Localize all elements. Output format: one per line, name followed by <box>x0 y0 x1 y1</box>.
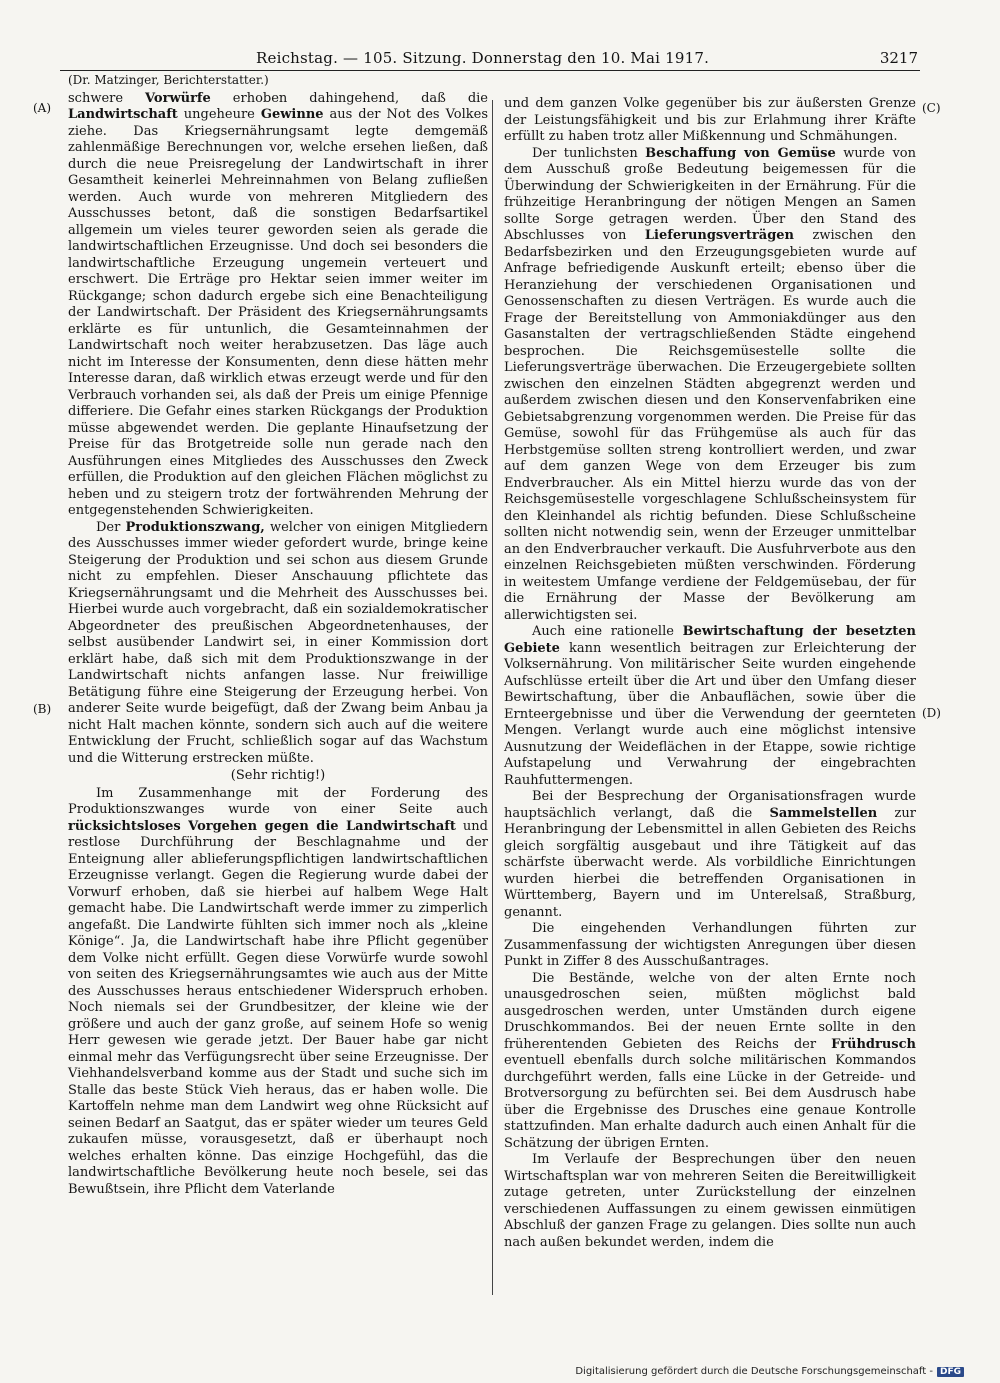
margin-marker-b: (B) <box>33 702 52 716</box>
speaker-byline: (Dr. Matzinger, Berichterstatter.) <box>68 73 269 87</box>
paragraph: Auch eine rationelle Bewirtschaftung der besetzten Gebiete kann wesentlich beitragen zur Erleichterung der Volksernährung. Von militärischer Seite wurden eingehende Aufschlüsse erteilt über die Art und über den Umfang dieser Bewirtschaftung, über die Anbauflächen, sowie über die Ernteergebnisse und über die Verwendung der geernteten Mengen. Verlangt wurde auch eine möglichst intensive Ausnutzung der Weideflächen in der Etappe, sowie richtige Aufstapelung und Verwahrung der eingebrachten Rauhfuttermengen. <box>504 624 916 788</box>
paragraph: Im Zusammenhange mit der Forderung des Produktionszwanges wurde von einer Seite auch rücksichtsloses Vorgehen gegen die Landwirtschaft und restlose Durchführung der Beschlagnahme und der Enteignung aller ablieferungspflichtigen landwirtschaftlichen Erzeugnisse verlangt. Gegen die Regierung wurde dabei der Vorwurf erhoben, daß sie hierbei auf halbem Wege Halt gemacht habe. Die Landwirtschaft werde immer zu zimperlich angefaßt. Die Landwirte fühlten sich immer noch als „kleine Könige“. Ja, die Landwirtschaft habe ihre Pflicht gegenüber dem Volke nicht erfüllt. Gegen diese Vorwürfe wurde sowohl von seiten des Kriegsernährungsamtes wie auch aus der Mitte des Ausschusses heraus entschiedener Widerspruch erhoben. Noch niemals sei der Grundbesitzer, der kleine wie der größere und auch der ganz große, auf seinem Hofe so wenig Herr gewesen wie gerade jetzt. Der Bauer habe gar nicht einmal mehr das Verfügungsrecht über seine Erzeugnisse. Der Viehhandelsverband komme aus der Stadt und suche sich im Stalle das beste Stück Vieh heraus, das er haben wolle. Die Kartoffeln nehme man dem Landwirt weg ohne Rücksicht auf seinen Bedarf an Saatgut, das er später wieder um teures Geld zukaufen müsse, vorausgesetzt, daß er überhaupt noch welches erhalten könne. Das einzige Hochgefühl, das die landwirtschaftliche Bevölkerung heute noch besele, sei das Bewußtsein, ihre Pflicht dem Vaterlande <box>68 785 488 1197</box>
paragraph: Der tunlichsten Beschaffung von Gemüse wurde von dem Ausschuß große Bedeutung beigemessen für die Überwindung der Schwierigkeiten in der Ernährung. Für die frühzeitige Heranbringung der nötigen Mengen an Samen sollte Sorge getragen werden. Über den Stand des Abschlusses von Lieferungsverträgen zwischen den Bedarfsbezirken und den Erzeugungsgebieten wurde auf Anfrage befriedigende Auskunft erteilt; ebenso über die Heranziehung der verschiedenen Organisationen und Genossenschaften zu diesen Verträgen. Es wurde auch die Frage der Bereitstellung von Ammoniakdünger aus den Gasanstalten der vertragschließenden Städte eingehend besprochen. Die Reichsgemüsestelle sollte die Lieferungsverträge überwachen. Die Erzeugergebiete sollten zwischen den einzelnen Städten abgegrenzt werden und außerdem zwischen diesen und den Konservenfabriken eine Gebietsabgrenzung vorgenommen werden. Die Preise für das Gemüse, sowohl für das Frühgemüse als auch für das Herbstgemüse sollten streng kontrolliert werden, und zwar auf dem ganzen Wege von dem Erzeuger bis zum Endverbraucher. Als ein Mittel hierzu wurde das von der Reichsgemüsestelle vorgeschlagene Schlußscheinsystem für den Kleinhandel als richtig befunden. Diese Schlußscheine sollten nicht notwendig sein, wenn der Erzeuger unmittelbar an den Endverbraucher verkauft. Die Ausfuhrverbote aus den einzelnen Reichsgebieten müßten verschwinden. Förderung in weitestem Umfange verdiene der Feldgemüsebau, der für die Ernährung der Masse der Bevölkerung am allerwichtigsten sei. <box>504 145 916 623</box>
dfg-logo: DFG <box>937 1367 964 1377</box>
paragraph: schwere Vorwürfe erhoben dahingehend, daß die Landwirtschaft ungeheure Gewinne aus der Not des Volkes ziehe. Das Kriegsernährungsamt legte demgemäß zahlenmäßige Berechnungen vor, welche ersehen ließen, daß durch die neue Preisregelung der Landwirtschaft in ihrer Gesamtheit keinerlei Mehreinnahmen von Belang zufließen werden. Auch wurde von mehreren Mitgliedern des Ausschusses betont, daß die sonstigen Bedarfsartikel allgemein um vieles teurer geworden seien als gerade die landwirtschaftlichen Erzeugnisse. Und doch sei besonders die landwirtschaftliche Erzeugung ungemein verteuert und erschwert. Die Erträge pro Hektar seien immer weiter im Rückgange; schon dadurch ergebe sich eine Benachteiligung der Landwirtschaft. Der Präsident des Kriegsernährungsamts erklärte es für untunlich, die Gesamteinnahmen der Landwirtschaft noch weiter herabzusetzen. Das läge auch nicht im Interesse der Konsumenten, denn diese hätten mehr Interesse daran, daß wirklich etwas erzeugt werde und für den Verbrauch vorhanden sei, als daß der Preis um einige Pfennige differiere. Die Gefahr eines starken Rückgangs der Produktion müsse abgewendet werden. Die geplante Hinaufsetzung der Preise für das Brotgetreide solle nun gerade nach den Ausführungen eines Mitgliedes des Ausschusses den Zweck erfüllen, die Produktion auf den gleichen Flächen möglichst zu heben und zu steigern trotz der fortwährenden Mehrung der entgegenstehenden Schwierigkeiten. <box>68 90 488 518</box>
paragraph: Der Produktionszwang, welcher von einigen Mitgliedern des Ausschusses immer wieder gefordert wurde, bringe keine Steigerung der Produktion und sei schon aus diesem Grunde nicht zu empfehlen. Dieser Anschauung pflichtete das Kriegsernährungsamt und die Mehrheit des Ausschusses bei. Hierbei wurde auch vorgebracht, daß ein sozialdemokratischer Abgeordneter des preußischen Abgeordnetenhauses, der selbst ausübender Landwirt sei, in einer Kommission dort erklärt habe, daß sich mit dem Produktionszwange in der Landwirtschaft nichts anfangen lasse. Nur freiwillige Betätigung führe eine Steigerung der Erzeugung herbei. Von anderer Seite wurde beigefügt, daß der Zwang beim Anbau ja nicht Halt machen könnte, sondern sich auch auf die weitere Entwicklung der Frucht, schließlich sogar auf das Wachstum und die Witterung erstrecken müßte. <box>68 519 488 766</box>
right-column <box>504 96 916 1251</box>
margin-marker-c: (C) <box>922 101 941 115</box>
credit-text: Digitalisierung gefördert durch die Deutsche Forschungsgemeinschaft - <box>575 1366 933 1377</box>
paragraph: Die eingehenden Verhandlungen führten zur Zusammenfassung der wichtigsten Anregungen über diesen Punkt in Ziffer 8 des Ausschußantrages. <box>504 921 916 969</box>
margin-marker-d: (D) <box>922 706 941 720</box>
digitization-credit <box>575 1366 964 1377</box>
paragraph: Bei der Besprechung der Organisationsfragen wurde hauptsächlich verlangt, daß die Sammelstellen zur Heranbringung der Lebensmittel in allen Gebieten des Reichs gleich sorgfältig ausgebaut und ihre Tätigkeit auf das schärfste überwacht werde. Als vorbildliche Einrichtungen wurden hierbei die betreffenden Organisationen in Württemberg, Bayern und im Unterelsaß, Straßburg, genannt. <box>504 789 916 920</box>
page-number: 3217 <box>879 49 918 67</box>
left-column <box>68 72 488 1198</box>
header-rule <box>60 70 920 71</box>
paragraph: Die Bestände, welche von der alten Ernte noch unausgedroschen seien, müßten möglichst bald ausgedroschen werden, unter Umständen durch eigene Druschkommandos. Bei der neuen Ernte sollte in den früherentenden Gebieten des Reichs der Frühdrusch eventuell ebenfalls durch solche militärischen Kommandos durchgeführt werden, falls eine Lücke in der Getreide- und Brotversorgung zu befürchten sei. Bei dem Ausdrusch habe über die Ergebnisse des Drusches eine genaue Kontrolle stattzufinden. Man erhalte dadurch auch einen Anhalt für die Schätzung der übrigen Ernten. <box>504 970 916 1151</box>
page-header <box>66 49 918 71</box>
margin-marker-a: (A) <box>33 101 52 115</box>
column-divider <box>492 100 493 1295</box>
paragraph: und dem ganzen Volke gegenüber bis zur äußersten Grenze der Leistungsfähigkeit und bis zur Erlahmung ihrer Kräfte erfüllt zu haben trotz aller Mißkennung und Schmähungen. <box>504 96 916 144</box>
running-title: Reichstag. — 105. Sitzung. Donnerstag den 10. Mai 1917. <box>256 49 710 67</box>
interjection: (Sehr richtig!) <box>230 768 326 783</box>
paragraph: Im Verlaufe der Besprechungen über den neuen Wirtschaftsplan war von mehreren Seiten die Bereitwilligkeit zutage getreten, unter Zurückstellung der einzelnen verschiedenen Auffassungen zu einem gewissen einmütigen Abschluß der ganzen Frage zu gelangen. Dies sollte nun auch nach außen bekundet werden, indem die <box>504 1152 916 1250</box>
